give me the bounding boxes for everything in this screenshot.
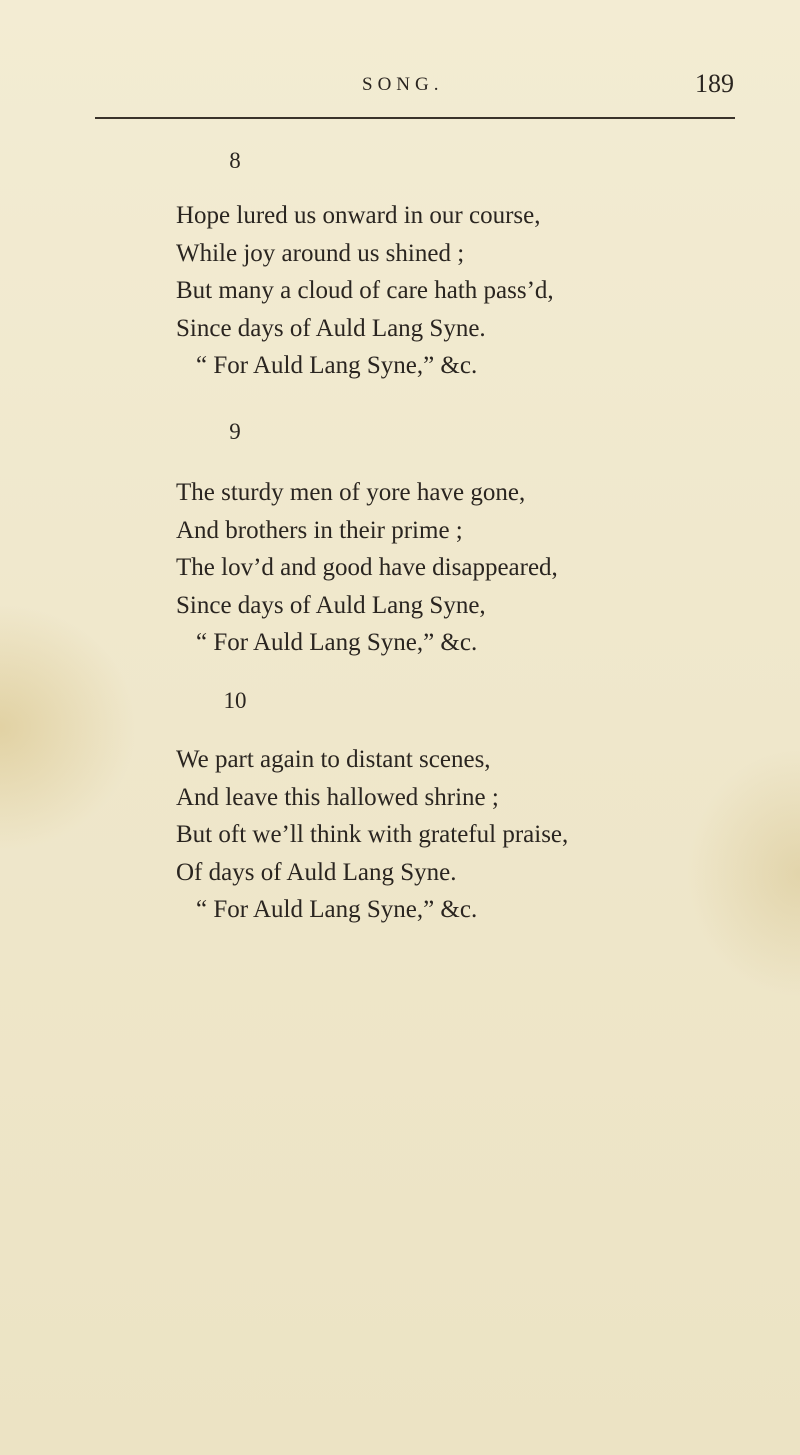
stanza xyxy=(176,197,736,385)
running-head xyxy=(0,69,800,104)
stanza xyxy=(176,474,736,662)
verse-line: The lov’d and good have disappeared, xyxy=(176,554,558,581)
verse-line: And leave this hallowed shrine ; xyxy=(176,783,499,811)
refrain-line: “ For Auld Lang Syne,” &c. xyxy=(196,896,478,923)
verse-line: And brothers in their prime ; xyxy=(176,516,463,544)
verse-line: The sturdy men of yore have gone, xyxy=(176,479,526,506)
stanza xyxy=(176,741,736,929)
refrain-line: “ For Auld Lang Syne,” &c. xyxy=(196,352,478,379)
verse-line: But many a cloud of care hath pass’d, xyxy=(176,277,554,304)
stanza-number: 8 xyxy=(229,148,241,173)
running-title: SONG. xyxy=(362,74,444,95)
verse-line: But oft we’ll think with grateful praise, xyxy=(176,821,569,848)
verse-line: While joy around us shined ; xyxy=(176,239,465,267)
page-number: 189 xyxy=(695,69,734,98)
verse-line: Since days of Auld Lang Syne, xyxy=(176,591,486,619)
stanza-number: 10 xyxy=(223,688,247,713)
stanza-number: 9 xyxy=(229,419,241,444)
verse-line: Since days of Auld Lang Syne. xyxy=(176,314,486,342)
refrain-line: “ For Auld Lang Syne,” &c. xyxy=(196,629,478,656)
verse-line: Of days of Auld Lang Syne. xyxy=(176,858,457,886)
verse-line: Hope lured us onward in our course, xyxy=(176,202,541,229)
header-rule xyxy=(95,117,735,119)
verse-line: We part again to distant scenes, xyxy=(176,746,491,773)
